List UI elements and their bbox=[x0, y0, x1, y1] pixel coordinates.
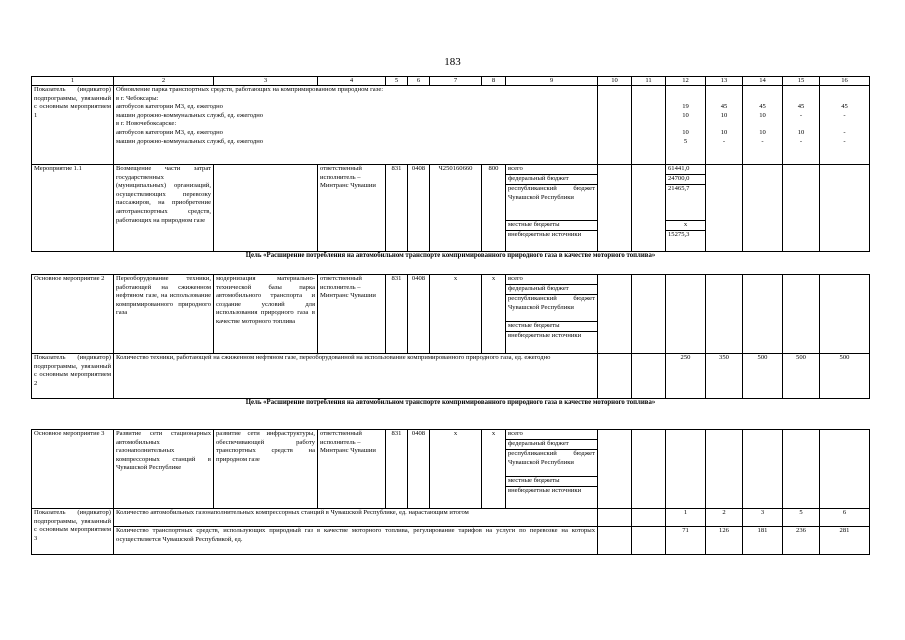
value: 10 bbox=[682, 111, 689, 119]
indicator-3-row-a bbox=[32, 509, 870, 527]
value: - bbox=[843, 128, 846, 136]
col-14-cell bbox=[743, 165, 783, 252]
col-10-cell bbox=[598, 509, 632, 527]
value bbox=[745, 120, 780, 129]
measure-1-1-values bbox=[666, 165, 706, 252]
value bbox=[745, 86, 780, 95]
value bbox=[745, 95, 780, 104]
measure-1-1-col3 bbox=[214, 165, 318, 252]
main-measure-3-row bbox=[32, 430, 870, 509]
col-13-cell bbox=[706, 275, 743, 354]
main-measure-2-row bbox=[32, 275, 870, 354]
indicator-1-line: автобусов категории М3, ед. ежегодно bbox=[116, 103, 223, 111]
value: 10 bbox=[759, 111, 766, 119]
page-number: 183 bbox=[444, 56, 461, 68]
main-measure-3-result: развитие сети инфраструктуры, обеспечивающей работу транспортных средств на природном газе bbox=[214, 430, 318, 509]
indicator-1-line: в г. Чебоксары: bbox=[116, 94, 159, 102]
indicator-2-value: 250 bbox=[666, 354, 706, 399]
goal-row bbox=[32, 252, 870, 275]
col-16-cell bbox=[820, 430, 870, 509]
main-measure-2-sources bbox=[506, 275, 598, 354]
funding-source: местные бюджеты bbox=[506, 322, 597, 332]
indicator-1-line: Обновление парка транспортных средств, работающих на компримированном природном газе: bbox=[116, 86, 384, 93]
funding-value: 15275,3 bbox=[668, 231, 690, 238]
goal-heading: Цель «Расширение потребления на автомобильном транспорте компримированного природного газа в качестве моторного топлива» bbox=[32, 399, 870, 430]
value: 10 bbox=[797, 128, 805, 136]
indicator-3-value-b: 236 bbox=[783, 527, 820, 555]
value: - bbox=[799, 137, 803, 145]
indicator-2-value: 350 bbox=[706, 354, 743, 399]
main-measure-3-target-article: х bbox=[430, 430, 482, 509]
indicator-3-value-b: 181 bbox=[743, 527, 783, 555]
indicator-2-text: Количество техники, работающей на сжиженном нефтяном газе, переоборудованной на использование компримированного природного газа, ед. ежегодно bbox=[114, 354, 598, 399]
value bbox=[708, 86, 740, 95]
funding-source: всего bbox=[506, 165, 597, 175]
funding-source: федеральный бюджет bbox=[506, 285, 597, 295]
value: 45 bbox=[720, 103, 728, 111]
funding-source: всего bbox=[506, 430, 597, 440]
col-13-cell bbox=[706, 165, 743, 252]
indicator-3-value-a: 3 bbox=[743, 509, 783, 527]
main-measure-2-label: Основное мероприятие 2 bbox=[32, 275, 114, 354]
value: 10 bbox=[759, 128, 766, 136]
indicator-1-col12 bbox=[666, 86, 706, 165]
value: 45 bbox=[841, 103, 848, 111]
measure-1-1-section: 0408 bbox=[408, 165, 430, 252]
col-header: 12 bbox=[666, 77, 706, 86]
col-14-cell bbox=[743, 275, 783, 354]
indicator-1-col14 bbox=[743, 86, 783, 165]
value: 45 bbox=[797, 103, 805, 111]
value bbox=[668, 120, 703, 129]
col-header: 15 bbox=[783, 77, 820, 86]
measure-1-1-expense-group: 800 bbox=[482, 165, 506, 252]
col-header: 6 bbox=[408, 77, 430, 86]
measure-1-1-label: Мероприятие 1.1 bbox=[32, 165, 114, 252]
col-10-cell bbox=[598, 430, 632, 509]
indicator-1-line: машин дорожно-коммунальных служб, ед. ежегодно bbox=[116, 111, 264, 119]
value: 45 bbox=[759, 103, 766, 111]
indicator-3-text-a: Количество автомобильных газонаполнительных компрессорных станций в Чувашской Республике, ед. нарастающим итогом bbox=[114, 509, 598, 527]
measure-1-1-sources bbox=[506, 165, 598, 252]
funding-value: х bbox=[666, 221, 705, 231]
funding-source: внебюджетные источники bbox=[508, 487, 582, 494]
main-measure-3-sources bbox=[506, 430, 598, 509]
col-header: 11 bbox=[632, 77, 666, 86]
indicator-1-line: в г. Новочебоксарске: bbox=[116, 120, 177, 128]
indicator-3-text-b: Количество транспортных средств, использующих природный газ в качестве моторного топлива, регулирование тарифов на услуги по перевозке на которых осуществляется Чувашской Республикой, ед. bbox=[114, 527, 598, 555]
value bbox=[822, 86, 867, 95]
indicator-3-row-b bbox=[32, 527, 870, 555]
funding-source: местные бюджеты bbox=[506, 477, 597, 487]
col-header: 1 bbox=[32, 77, 114, 86]
indicator-3-value-b: 126 bbox=[706, 527, 743, 555]
value: - bbox=[843, 137, 846, 145]
value bbox=[785, 95, 817, 104]
main-measure-2-result: модернизация материально-технической базы парка автомобильного транспорта и создание условий для использования природного газа в качестве моторного топлива bbox=[214, 275, 318, 354]
indicator-2-value: 500 bbox=[743, 354, 783, 399]
main-measure-2-executor: ответственный исполнитель – Минтранс Чувашии bbox=[318, 275, 386, 354]
col-13-cell bbox=[706, 430, 743, 509]
col-header: 9 bbox=[506, 77, 598, 86]
col-header: 4 bbox=[318, 77, 386, 86]
main-measure-2-section: 0408 bbox=[408, 275, 430, 354]
indicator-1-label: Показатель (индикатор) подпрограммы, увязанный с основным мероприятием 1 bbox=[32, 86, 114, 165]
indicator-2-label: Показатель (индикатор) подпрограммы, увязанный с основным мероприятием 2 bbox=[32, 354, 114, 399]
indicator-1-text bbox=[114, 86, 598, 165]
value: - bbox=[843, 111, 846, 119]
funding-value: 61441,0 bbox=[666, 165, 705, 175]
indicator-1-col13 bbox=[706, 86, 743, 165]
main-measure-2-target-article: х bbox=[430, 275, 482, 354]
value: 10 bbox=[720, 128, 728, 136]
main-measure-2-expense-group: х bbox=[482, 275, 506, 354]
col-header: 10 bbox=[598, 77, 632, 86]
col-12-cell bbox=[666, 275, 706, 354]
value bbox=[785, 86, 817, 95]
col-header: 16 bbox=[820, 77, 870, 86]
main-measure-2-description: Переоборудование техники, работающей на сжиженном нефтяном газе, на использование компримированного природного газа bbox=[114, 275, 214, 354]
col-11-cell bbox=[632, 527, 666, 555]
measure-1-1-grbs: 831 bbox=[386, 165, 408, 252]
measure-1-1-description: Возмещение части затрат государственных (муниципальных) организаций, осуществляющих перевозку пассажиров, на приобретение автотранспортных средств, работающих на природном газе bbox=[114, 165, 214, 252]
main-measure-3-grbs: 831 bbox=[386, 430, 408, 509]
col-15-cell bbox=[783, 165, 820, 252]
value bbox=[668, 86, 703, 95]
indicator-3-value-a: 6 bbox=[820, 509, 870, 527]
indicator-3-value-a: 1 bbox=[666, 509, 706, 527]
col-header: 3 bbox=[214, 77, 318, 86]
col-11-cell bbox=[632, 165, 666, 252]
col-15-cell bbox=[783, 275, 820, 354]
col-11-cell bbox=[632, 509, 666, 527]
indicator-3-value-b: 71 bbox=[666, 527, 706, 555]
funding-value: 21465,7 bbox=[666, 185, 705, 221]
indicator-3-value-b: 281 bbox=[820, 527, 870, 555]
col-header: 5 bbox=[386, 77, 408, 86]
main-measure-3-label: Основное мероприятие 3 bbox=[32, 430, 114, 509]
value: - bbox=[761, 137, 764, 145]
main-measure-3-description: Развитие сети стационарных автомобильных газонаполнительных компрессорных станций в Чувашской Республике bbox=[114, 430, 214, 509]
col-16-cell bbox=[820, 165, 870, 252]
value bbox=[785, 120, 817, 129]
indicator-2-value: 500 bbox=[783, 354, 820, 399]
col-header: 2 bbox=[114, 77, 214, 86]
measure-1-1-row bbox=[32, 165, 870, 252]
funding-source: республиканский бюджет Чувашской Республики bbox=[506, 295, 597, 322]
value bbox=[668, 95, 703, 104]
indicator-3-label: Показатель (индикатор) подпрограммы, увязанный с основным мероприятием 3 bbox=[32, 509, 114, 555]
funding-source: внебюджетные источники bbox=[508, 332, 582, 339]
col-11-cell bbox=[632, 275, 666, 354]
goal-heading: Цель «Расширение потребления на автомобильном транспорте компримированного природного газа в качестве моторного топлива» bbox=[32, 252, 870, 275]
funding-value: 24700,0 bbox=[666, 175, 705, 185]
main-measure-3-section: 0408 bbox=[408, 430, 430, 509]
col-10-cell bbox=[598, 165, 632, 252]
value: - bbox=[722, 137, 726, 145]
col-11-cell bbox=[632, 430, 666, 509]
col-header: 14 bbox=[743, 77, 783, 86]
goal-row bbox=[32, 399, 870, 430]
indicator-1-col15 bbox=[783, 86, 820, 165]
main-measure-2-grbs: 831 bbox=[386, 275, 408, 354]
value: 19 bbox=[682, 103, 689, 111]
funding-source: внебюджетные источники bbox=[508, 231, 582, 238]
col-10-cell bbox=[598, 275, 632, 354]
funding-source: всего bbox=[506, 275, 597, 285]
indicator-2-row bbox=[32, 354, 870, 399]
value: 10 bbox=[682, 128, 689, 136]
col-10-cell bbox=[598, 86, 632, 165]
funding-source: местные бюджеты bbox=[506, 221, 597, 231]
col-10-cell bbox=[598, 527, 632, 555]
value: 10 bbox=[720, 111, 728, 119]
indicator-1-line: машин дорожно-коммунальных служб, ед. ежегодно bbox=[116, 137, 264, 145]
measure-1-1-executor: ответственный исполнитель – Минтранс Чувашии bbox=[318, 165, 386, 252]
main-measure-3-executor: ответственный исполнитель – Минтранс Чувашии bbox=[318, 430, 386, 509]
header-row bbox=[32, 77, 870, 86]
indicator-1-row bbox=[32, 86, 870, 165]
indicator-3-value-a: 5 bbox=[783, 509, 820, 527]
funding-source: федеральный бюджет bbox=[506, 175, 597, 185]
measure-1-1-target-article: Ч250160660 bbox=[430, 165, 482, 252]
funding-source: федеральный бюджет bbox=[506, 440, 597, 450]
col-10-cell bbox=[598, 354, 632, 399]
indicator-2-value: 500 bbox=[820, 354, 870, 399]
funding-source: республиканский бюджет Чувашской Республики bbox=[506, 185, 597, 221]
value bbox=[708, 95, 740, 104]
value bbox=[822, 95, 867, 104]
col-11-cell bbox=[632, 86, 666, 165]
indicator-3-value-a: 2 bbox=[706, 509, 743, 527]
col-header: 8 bbox=[482, 77, 506, 86]
col-16-cell bbox=[820, 275, 870, 354]
funding-source: республиканский бюджет Чувашской Республики bbox=[506, 450, 597, 477]
value bbox=[822, 120, 867, 129]
col-12-cell bbox=[666, 430, 706, 509]
main-measure-3-expense-group: х bbox=[482, 430, 506, 509]
value bbox=[708, 120, 740, 129]
program-table bbox=[31, 76, 870, 555]
col-header: 13 bbox=[706, 77, 743, 86]
col-header: 7 bbox=[430, 77, 482, 86]
indicator-1-line: автобусов категории М3, ед. ежегодно bbox=[116, 128, 223, 136]
col-11-cell bbox=[632, 354, 666, 399]
value: 5 bbox=[683, 137, 688, 145]
col-15-cell bbox=[783, 430, 820, 509]
indicator-1-col16 bbox=[820, 86, 870, 165]
value: - bbox=[799, 111, 803, 119]
col-14-cell bbox=[743, 430, 783, 509]
